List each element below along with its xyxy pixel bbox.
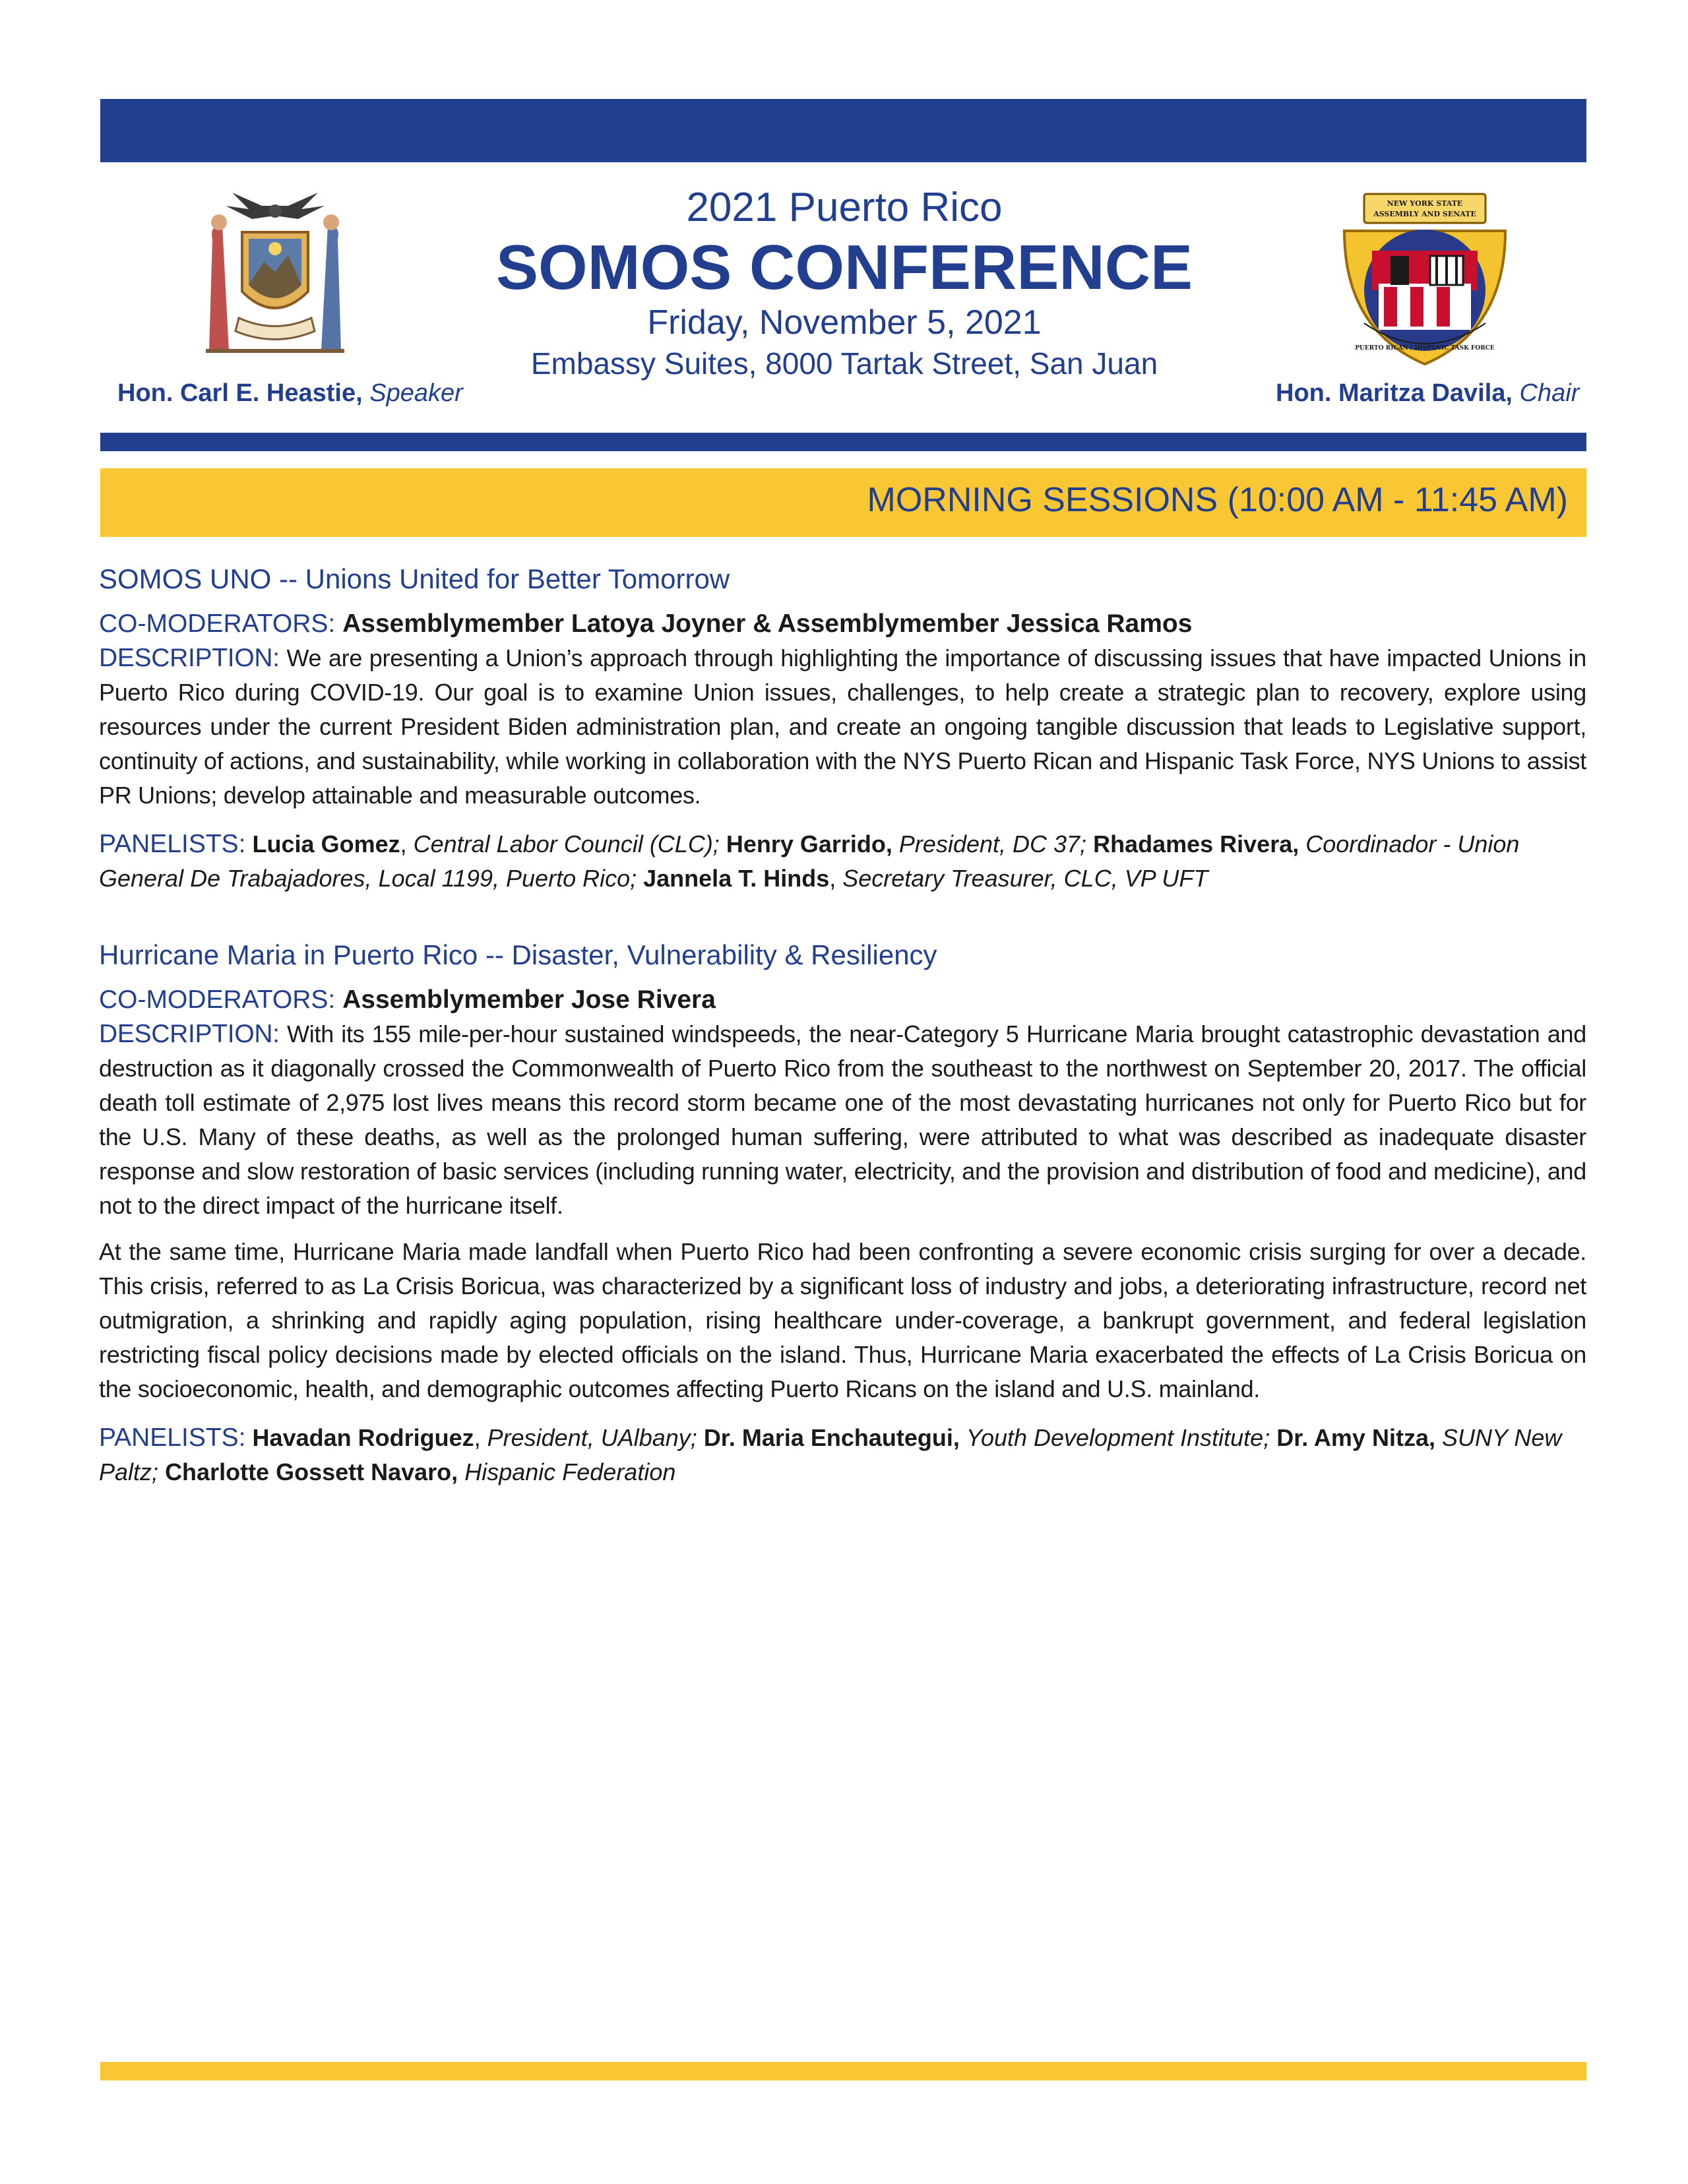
conference-venue: Embassy Suites, 8000 Tartak Street, San Juan [530, 346, 1158, 381]
session-title: MORNING SESSIONS (10:00 AM - 11:45 AM) [867, 481, 1568, 519]
conference-header [462, 185, 1227, 384]
svg-text:PUERTO RICAN / HISPANIC TASK F: PUERTO RICAN / HISPANIC TASK FORCE [1355, 345, 1495, 352]
session-block [99, 937, 1586, 1489]
chair-caption: Hon. Maritza Davila, Chair [1276, 379, 1580, 407]
conference-date: Friday, November 5, 2021 [647, 303, 1042, 342]
year-line: 2021 Puerto Rico [686, 185, 1003, 230]
description-paragraph: DESCRIPTION: With its 155 mile-per-hour sustained windspeeds, the near-Category 5 Hurricane Maria brought catastrophic devastation and destruction as it diagonally crossed the Commonwealth of Puerto Rico from the southeast to the northwest on September 20, 2017. The official death toll estimate of 2,975 lost lives means this record storm became one of the most devastating hurricanes not only for Puerto Rico but for the U.S. Many of these deaths, as well as the prolonged human suffering, were attributed to what was described as inadequate disaster response and slow restoration of basic services (including running water, electricity, and the provision and distribution of food and medicine), and not to the direct impact of the hurricane itself. [99, 1020, 1586, 1219]
moderators-line: CO-MODERATORS: Assemblymember Jose Rivera [99, 985, 716, 1014]
panelists-line: PANELISTS: Lucia Gomez, Central Labor Council (CLC); Henry Garrido, President, DC 37; Rhadames Rivera, Coordinador - Union General De Trabajadores, Local 1199, Puerto Rico; Jannela T. Hinds, Secretary Treasurer, CLC, VP UFT [99, 830, 1520, 892]
session-heading: SOMOS UNO -- Unions United for Better Tomorrow [99, 563, 730, 594]
session-banner [100, 468, 1586, 537]
new-york-state-seal-icon [186, 186, 364, 364]
top-banner-bar [100, 99, 1586, 162]
panelists-line: PANELISTS: Havadan Rodriguez, President, UAlbany; Dr. Maria Enchautegui, Youth Development Institute; Dr. Amy Nitza, SUNY New Paltz; Charlotte Gossett Navaro, Hispanic Federation [99, 1423, 1562, 1485]
header-divider-bar [100, 433, 1586, 451]
svg-text:ASSEMBLY AND SENATE: ASSEMBLY AND SENATE [1373, 210, 1476, 218]
session-content [99, 561, 1586, 1489]
moderators-line: CO-MODERATORS: Assemblymember Latoya Joyner & Assemblymember Jessica Ramos [99, 609, 1193, 638]
session-block [99, 561, 1586, 896]
conference-title: SOMOS CONFERENCE [495, 232, 1193, 303]
description-paragraph: DESCRIPTION: We are presenting a Union’s approach through highlighting the importance of discussing issues that have impacted Unions in Puerto Rico during COVID-19. Our goal is to examine Union issues, challenges, to help create a strategic plan to recovery, explore using resources under the current President Biden administration plan, and create an ongoing tangible discussion that leads to Legislative support, continuity of actions, and sustainability, while working in collaboration with the NYS Puerto Rican and Hispanic Task Force, NYS Unions to assist PR Unions; develop attainable and measurable outcomes. [99, 644, 1586, 809]
task-force-emblem-icon [1338, 191, 1512, 368]
description-paragraph-2: At the same time, Hurricane Maria made landfall when Puerto Rico had been confronting a severe economic crisis surging for over a decade. This crisis, referred to as La Crisis Boricua, was characterized by a significant loss of industry and jobs, a deteriorating infrastructure, record net outmigration, a shrinking and rapidly aging population, rising healthcare under-coverage, a bankrupt government, and federal legislation restricting fiscal policy decisions made by elected officials on the island. Thus, Hurricane Maria exacerbated the effects of La Crisis Boricua on the socioeconomic, health, and demographic outcomes affecting Puerto Ricans on the island and U.S. mainland. [99, 1238, 1586, 1402]
speaker-caption: Hon. Carl E. Heastie, Speaker [117, 379, 463, 407]
footer-bar [100, 2062, 1586, 2080]
session-heading: Hurricane Maria in Puerto Rico -- Disaster, Vulnerability & Resiliency [99, 939, 937, 970]
svg-text:NEW YORK STATE: NEW YORK STATE [1387, 199, 1463, 208]
